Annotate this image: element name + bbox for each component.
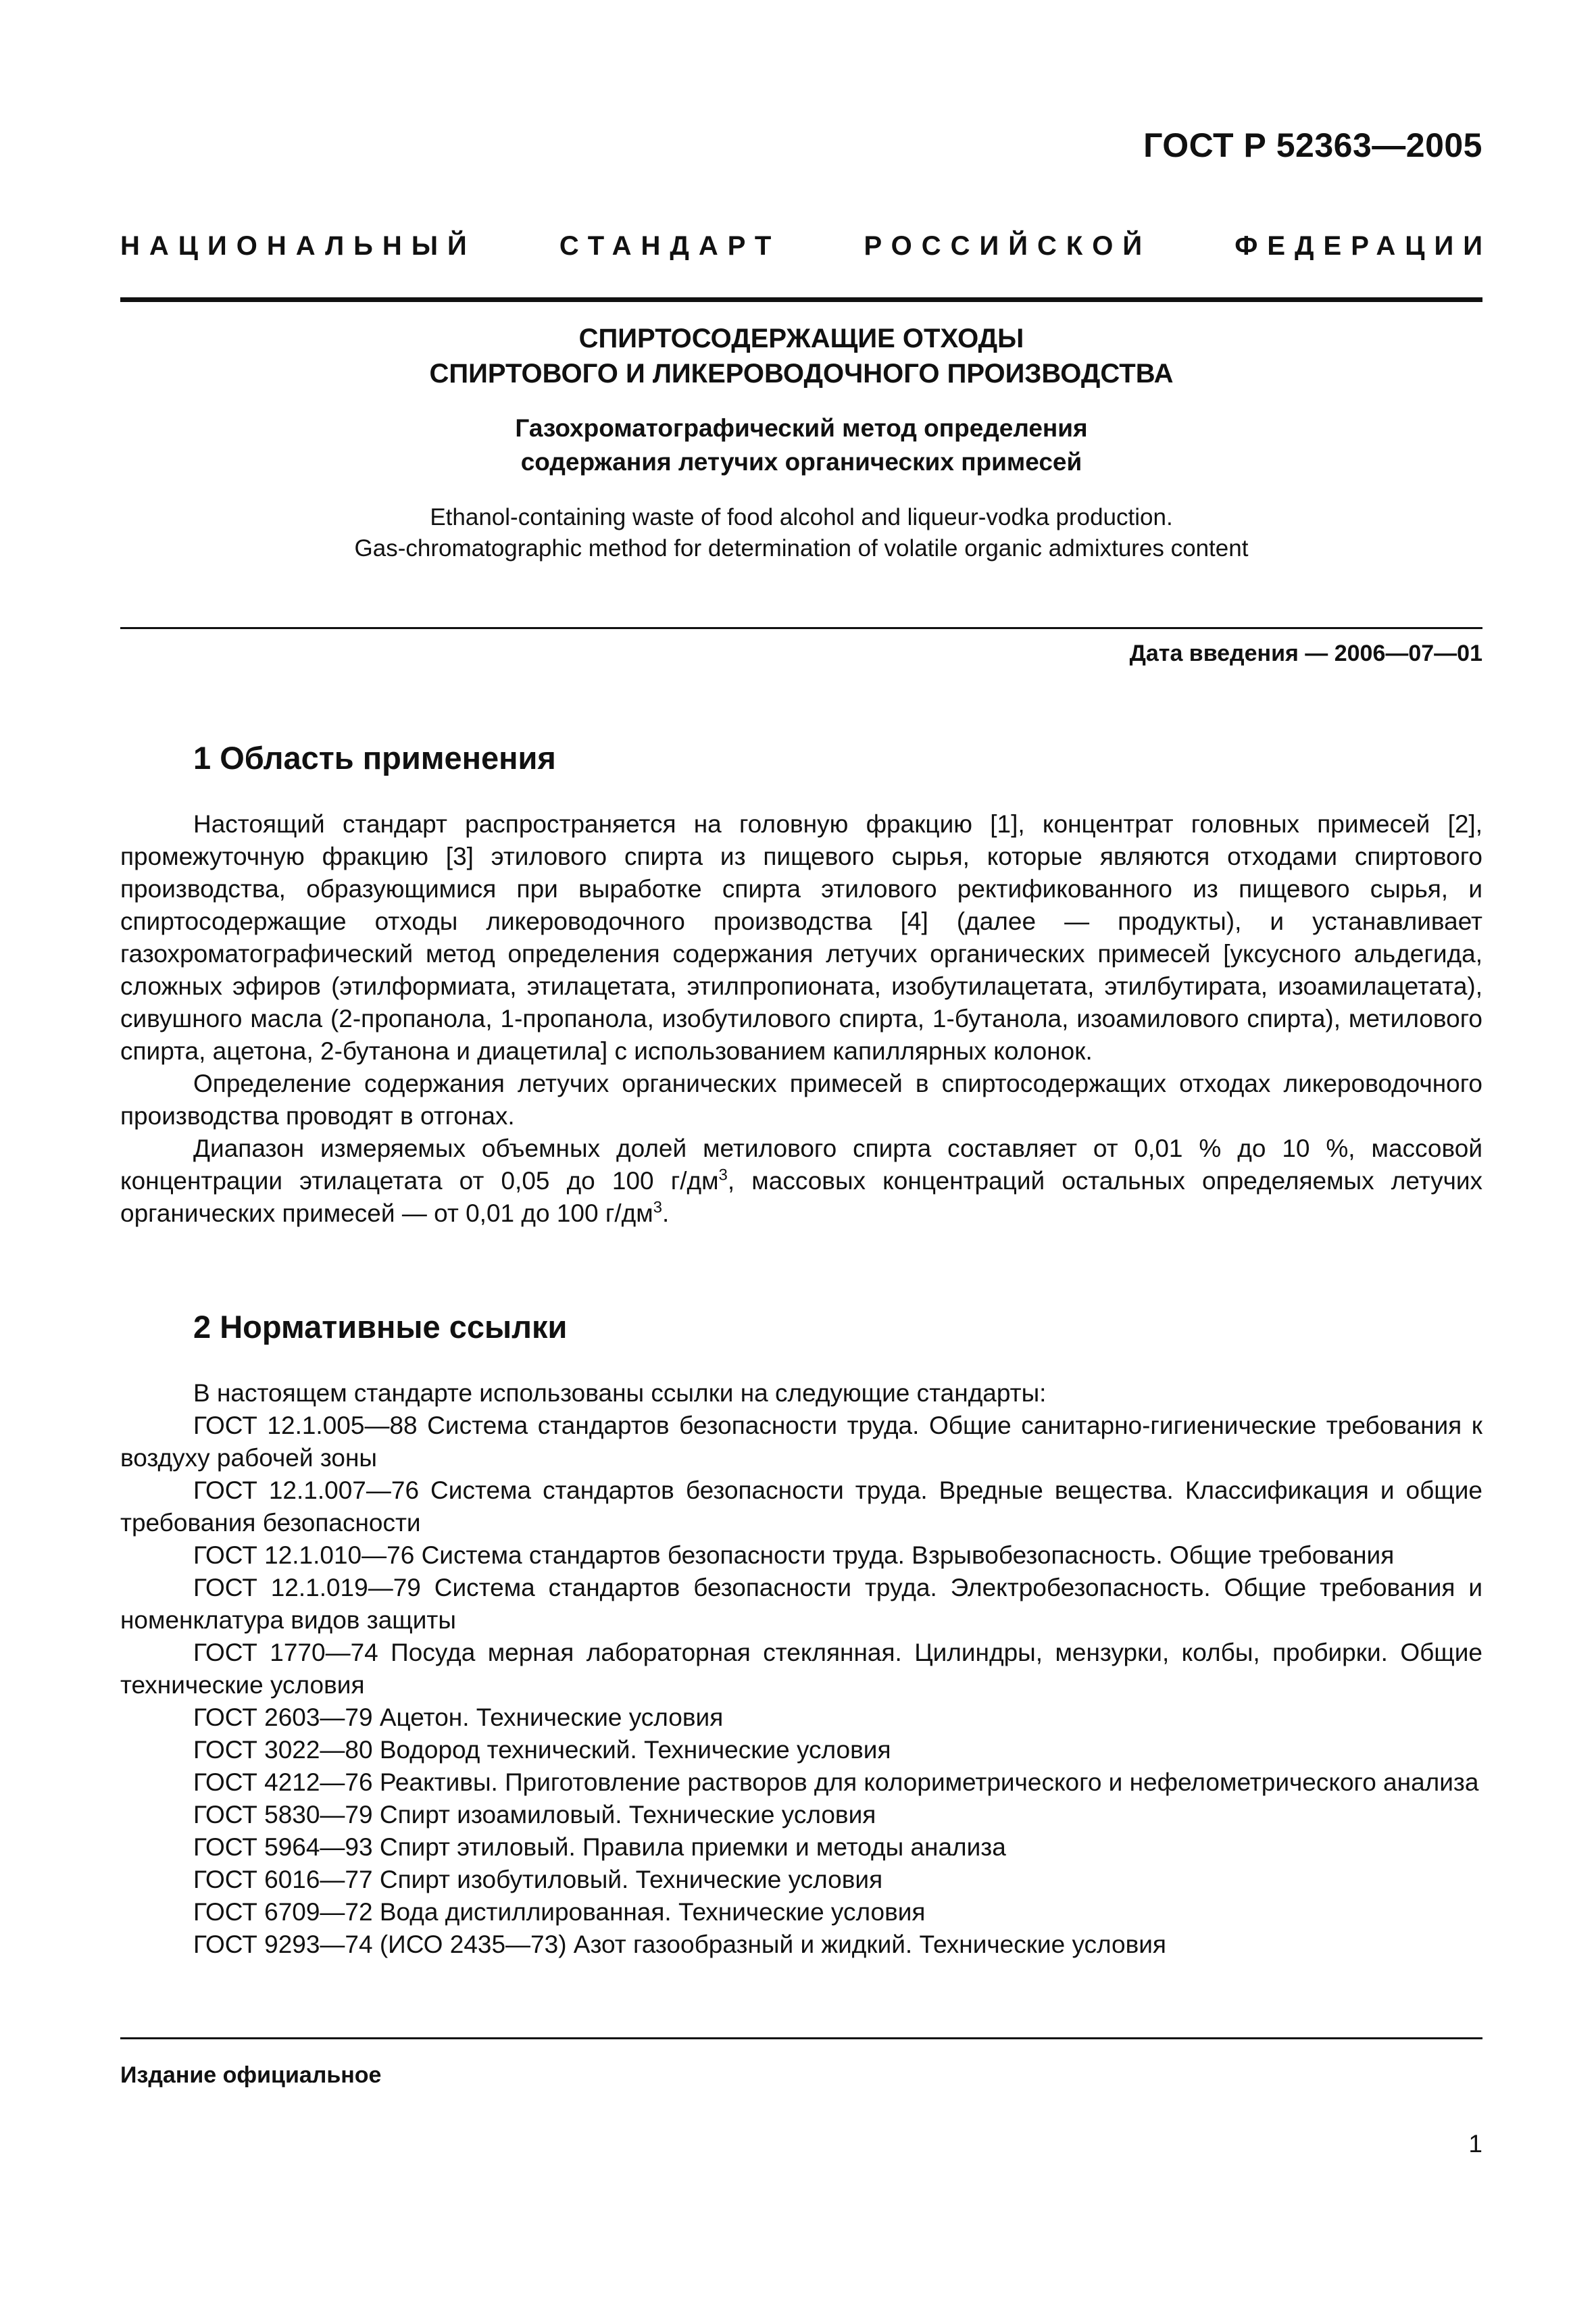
- title-divider: [120, 627, 1482, 629]
- introduction-date: Дата введения — 2006—07—01: [1129, 641, 1482, 666]
- reference-item: ГОСТ 1770—74 Посуда мерная лабораторная стеклянная. Цилиндры, мензурки, колбы, пробирки. Общие технические условия: [120, 1639, 1482, 1699]
- title-block: [120, 321, 1482, 564]
- reference-item: ГОСТ 9293—74 (ИСО 2435—73) Азот газообразный и жидкий. Технические условия: [193, 1931, 1166, 1958]
- reference-item: ГОСТ 5830—79 Спирт изоамиловый. Технические условия: [193, 1801, 876, 1828]
- banner-word: НАЦИОНАЛЬНЫЙ: [120, 231, 476, 261]
- paragraph: Диапазон измеряемых объемных долей метилового спирта составляет от 0,01 % до 10 %, массовой концентрации этилацетата от 0,05 до 100 $г/дм^3$, массовых концентраций остальных определяемых летучих органических примесей — от 0,01 до 100 $г/дм^3$.: [120, 1135, 1483, 1227]
- banner-word: ФЕДЕРАЦИИ: [1235, 231, 1492, 261]
- section-heading: 1 Область применения: [193, 740, 556, 776]
- reference-item: ГОСТ 12.1.005—88 Система стандартов безопасности труда. Общие санитарно-гигиенические требования к воздуху рабочей зоны: [120, 1412, 1482, 1472]
- subtitle-line: содержания летучих органических примесей: [520, 448, 1082, 476]
- reference-item: ГОСТ 2603—79 Ацетон. Технические условия: [193, 1703, 724, 1731]
- reference-item: ГОСТ 12.1.007—76 Система стандартов безопасности труда. Вредные вещества. Классификация и общие требования безопасности: [120, 1476, 1482, 1537]
- english-title-line: Ethanol-containing waste of food alcohol and liqueur-vodka production.: [430, 504, 1173, 530]
- main-title: [120, 321, 1482, 391]
- reference-item: ГОСТ 4212—76 Реактивы. Приготовление растворов для колориметрического и нефелометрического анализа: [193, 1768, 1479, 1796]
- footer-divider: [120, 2037, 1482, 2039]
- main-title-line: СПИРТОСОДЕРЖАЩИЕ ОТХОДЫ: [578, 324, 1024, 353]
- main-title-line: СПИРТОВОГО И ЛИКЕРОВОДОЧНОГО ПРОИЗВОДСТВА: [429, 359, 1174, 389]
- paragraph: Настоящий стандарт распространяется на головную фракцию [1], концентрат головных примесей [2], промежуточную фракцию [3] этилового спирта из пищевого сырья, которые являются отходами спиртового производства, образующимися при выработке спирта этилового ректификованного из пищевого сырья, и спиртосодержащие отходы ликероводочного производства [4] (далее — продукты), и устанавливает газохроматографический метод определения содержания летучих органических примесей [уксусного альдегида, сложных эфиров (этилформиата, этилацетата, этилпропионата, изобутилацетата, этилбутирата, изоамилацетата), сивушного масла (2-пропанола, 1-пропанола, изобутилового спирта, 1-бутанола, изоамилового спирта), метилового спирта, ацетона, 2-бутанона и диацетила] с использованием капиллярных колонок.: [120, 810, 1482, 1065]
- paragraph: В настоящем стандарте использованы ссылки на следующие стандарты:: [193, 1379, 1047, 1407]
- section-normative-references: [120, 1307, 1482, 1961]
- reference-item: ГОСТ 12.1.010—76 Система стандартов безопасности труда. Взрывобезопасность. Общие требования: [193, 1541, 1395, 1569]
- page-number: 1: [1468, 2130, 1482, 2158]
- section-scope: [120, 738, 1482, 1230]
- subtitle-line: Газохроматографический метод определения: [515, 414, 1088, 442]
- reference-item: ГОСТ 6709—72 Вода дистиллированная. Технические условия: [193, 1898, 926, 1926]
- national-standard-banner: [120, 231, 1492, 272]
- english-title-line: Gas-chromatographic method for determination of volatile organic admixtures content: [354, 535, 1249, 562]
- reference-item: ГОСТ 6016—77 Спирт изобутиловый. Технические условия: [193, 1866, 883, 1893]
- edition-label: Издание официальное: [120, 2062, 382, 2088]
- banner-word: СТАНДАРТ: [559, 231, 781, 261]
- reference-item: ГОСТ 3022—80 Водород технический. Технические условия: [193, 1736, 891, 1764]
- reference-item: ГОСТ 5964—93 Спирт этиловый. Правила приемки и методы анализа: [193, 1833, 1006, 1861]
- english-title: [120, 502, 1482, 564]
- section-heading: 2 Нормативные ссылки: [193, 1309, 568, 1345]
- banner-word: РОССИЙСКОЙ: [864, 231, 1152, 261]
- header-divider: [120, 297, 1482, 302]
- reference-item: ГОСТ 12.1.019—79 Система стандартов безопасности труда. Электробезопасность. Общие требования и номенклатура видов защиты: [120, 1574, 1482, 1634]
- subtitle: [120, 412, 1482, 479]
- paragraph: Определение содержания летучих органических примесей в спиртосодержащих отходах ликероводочного производства проводят в отгонах.: [120, 1070, 1482, 1130]
- gost-code: ГОСТ Р 52363—2005: [1143, 126, 1482, 164]
